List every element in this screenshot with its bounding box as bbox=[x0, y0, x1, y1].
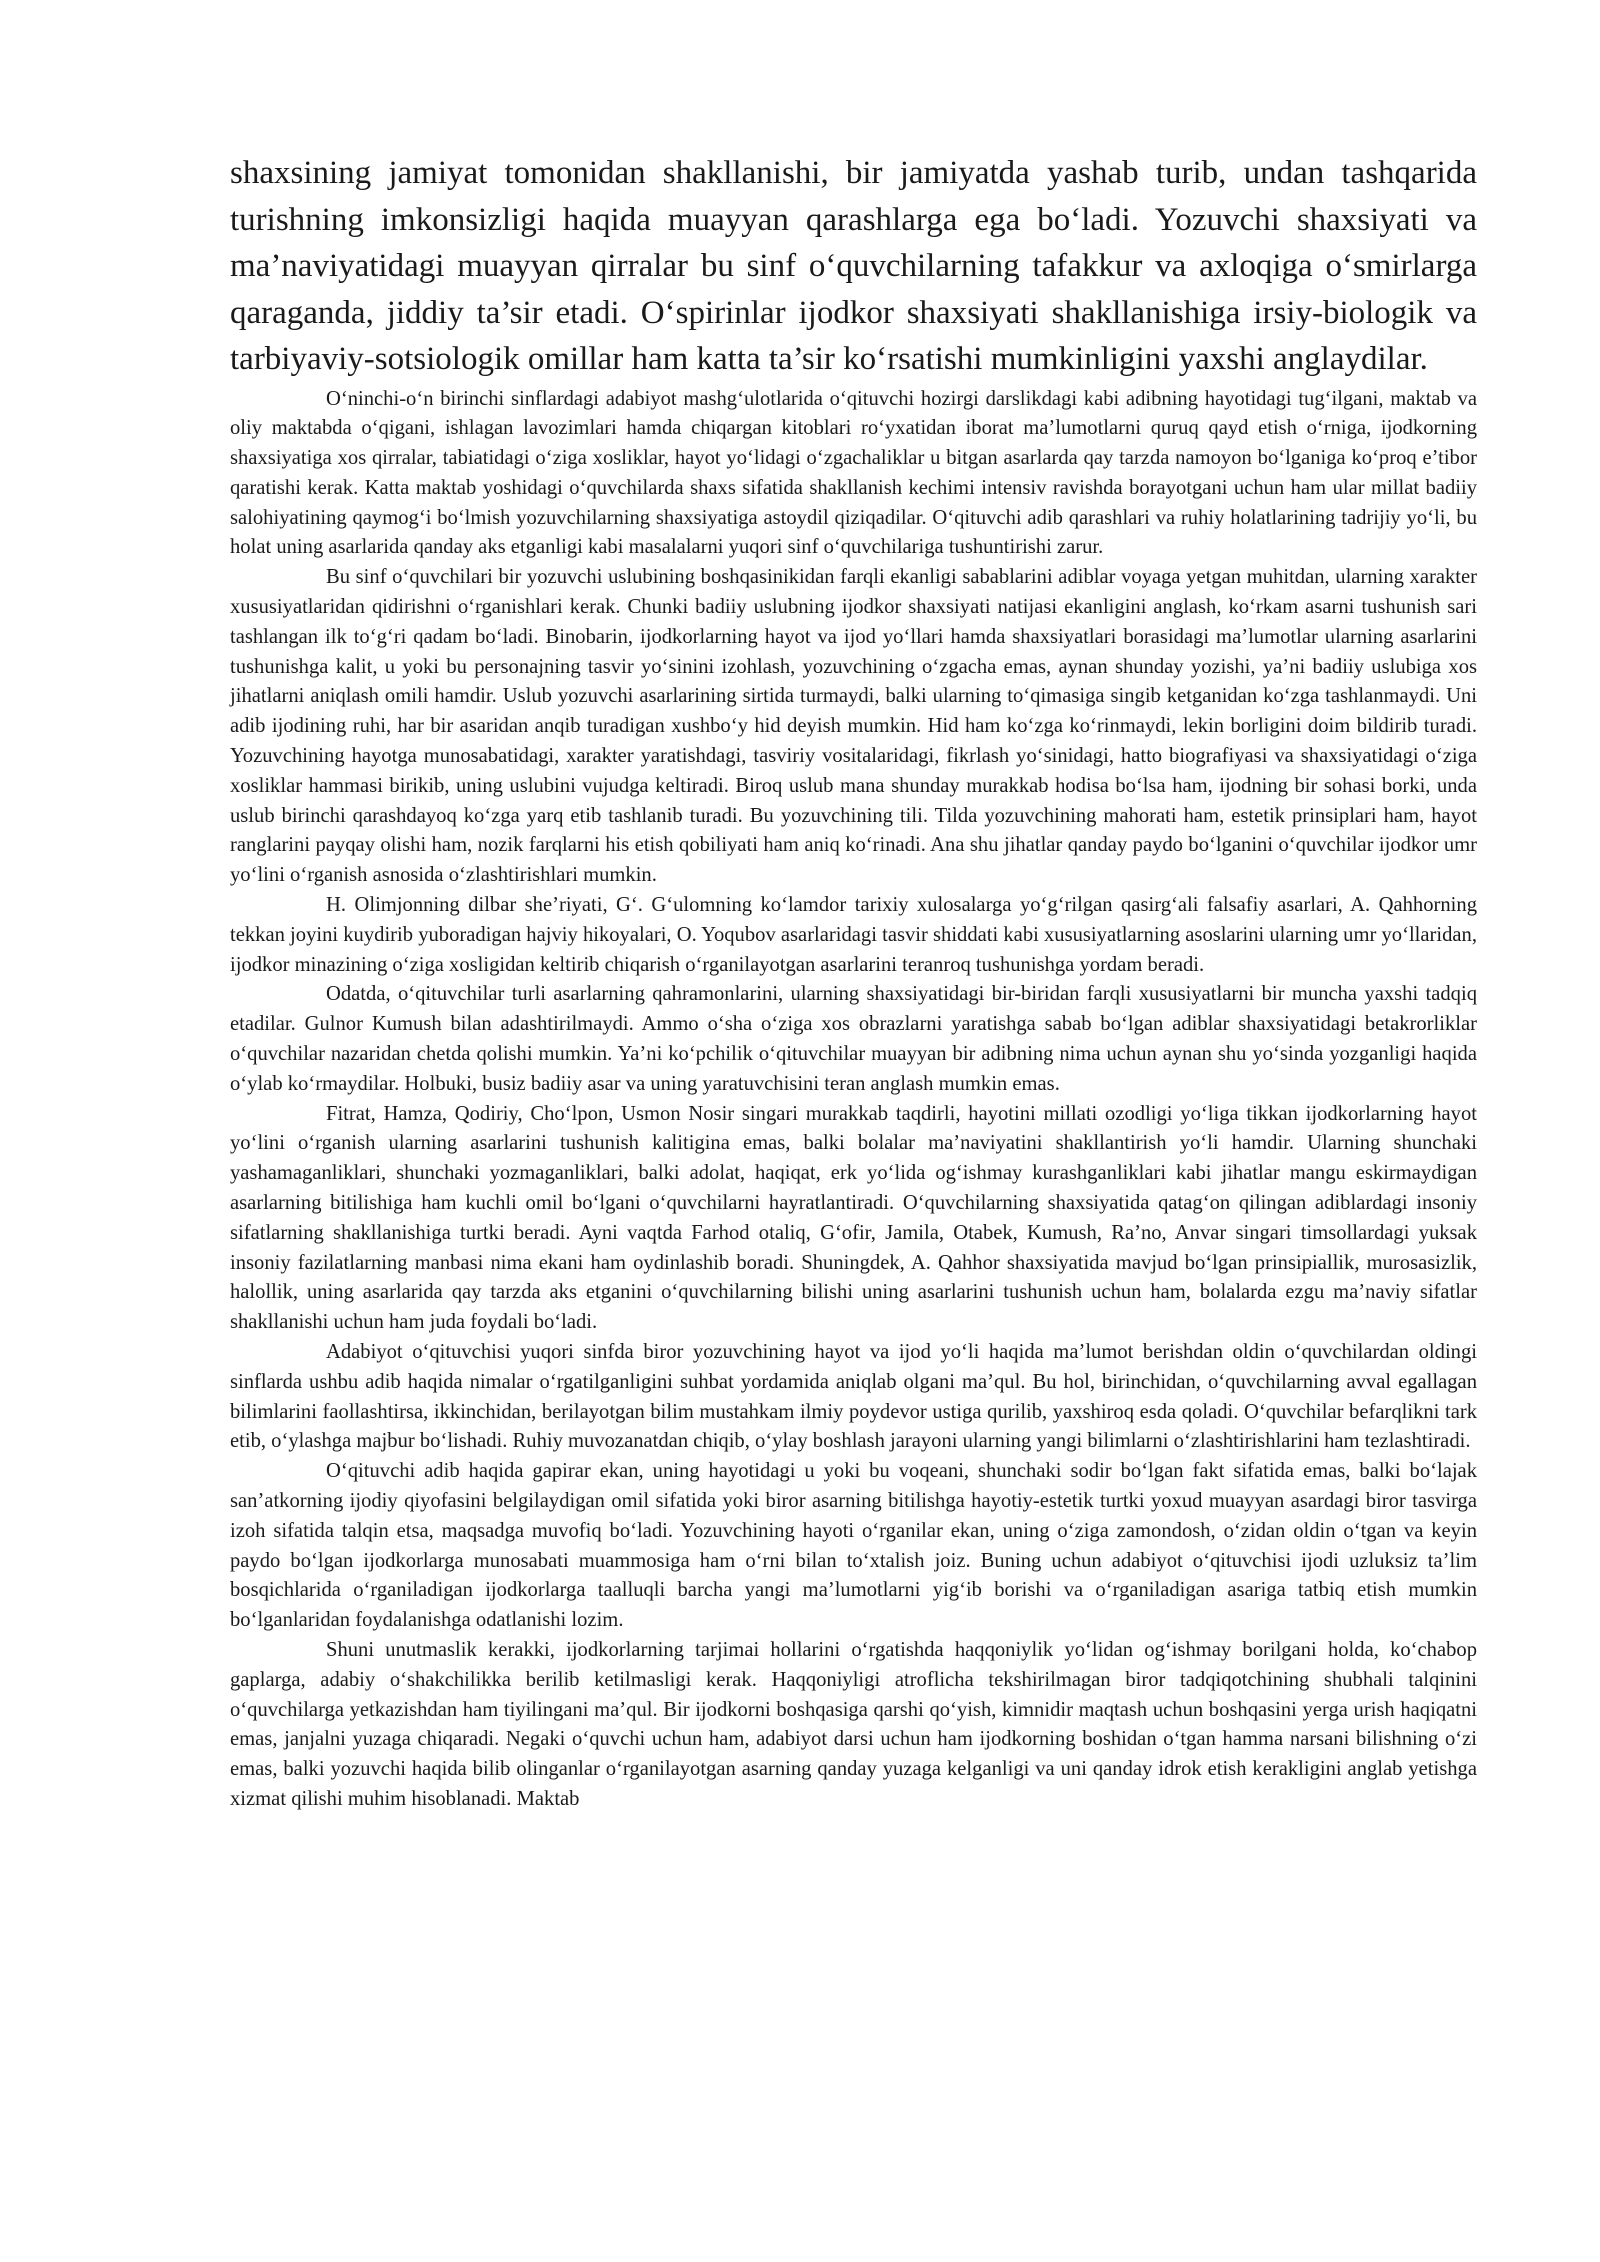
body-paragraph: O‘ninchi-o‘n birinchi sinflardagi adabiyot mashg‘ulotlarida o‘qituvchi hozirgi darslikdagi kabi adibning hayotidagi tug‘ilgani, maktab va oliy maktabda o‘qigani, ishlagan lavozimlari hamda chiqargan kitoblari ro‘yxatidan iborat ma’lumotlarni quruq qayd etish o‘rniga, ijodkorning shaxsiyatiga xos qirralar, tabiatidagi o‘ziga xosliklar, hayot yo‘lidagi o‘zgachaliklar u bitgan asarlarda qay tarzda namoyon bo‘lganiga ko‘proq e’tibor qaratishi kerak. Katta maktab yoshidagi o‘quvchilarda shaxs sifatida shakllanish kechimi intensiv ravishda borayotgani uchun ham ular millat badiiy salohiyatining qaymog‘i bo‘lmish yozuvchilarning shaxsiyatiga astoydil qiziqadilar. O‘qituvchi adib qarashlari va ruhiy holatlarining tadrijiy yo‘li, bu holat uning asarlarida qanday aks etganligi kabi masalalarni yuqori sinf o‘quvchilariga tushuntirishi zarur. bbox=[230, 387, 1477, 559]
document-page bbox=[230, 150, 1477, 1815]
lead-paragraph: shaxsining jamiyat tomonidan shakllanishi, bir jamiyatda yashab turib, undan tashqarida turishning imkonsizligi haqida muayyan qarashlarga ega bo‘ladi. Yozuvchi shaxsiyati va ma’naviyatidagi muayyan qirralar bu sinf o‘quvchilarning tafakkur va axloqiga o‘smirlarga qaraganda, jiddiy ta’sir etadi. O‘spirinlar ijodkor shaxsiyati shakllanishiga irsiy-biologik va tarbiyaviy-sotsiologik omillar ham katta ta’sir ko‘rsatishi mumkinligini yaxshi anglaydilar. bbox=[230, 155, 1477, 377]
body-paragraph: Bu sinf o‘quvchilari bir yozuvchi uslubining boshqasinikidan farqli ekanligi sabablarini adiblar voyaga yetgan muhitdan, ularning xarakter xususiyatlaridan qidirishni o‘rganishlari kerak. Chunki badiiy uslubning ijodkor shaxsiyati natijasi ekanligini anglash, ko‘rkam asarni tushunish sari tashlangan ilk to‘g‘ri qadam bo‘ladi. Binobarin, ijodkorlarning hayot va ijod yo‘llari hamda shaxsiyatlari borasidagi ma’lumotlar ularning asarlarini tushunishga kalit, u yoki bu personajning tasvir yo‘sinini izohlash, yozuvchining o‘zgacha emas, aynan shunday yozishi, ya’ni badiiy uslubiga xos jihatlarni aniqlash omili hamdir. Uslub yozuvchi asarlarining sirtida turmaydi, balki ularning to‘qimasiga singib ketganidan ko‘zga tashlanmaydi. Uni adib ijodining ruhi, har bir asaridan anqib turadigan xushbo‘y hid deyish mumkin. Hid ham ko‘zga ko‘rinmaydi, lekin borligini doim bildirib turadi. Yozuvchining hayotga munosabatidagi, xarakter yaratishdagi, tasviriy vositalaridagi, fikrlash yo‘sinidagi, hatto biografiyasi va shaxsiyatidagi o‘ziga xosliklar hammasi birikib, uning uslubini vujudga keltiradi. Biroq uslub mana shunday murakkab hodisa bo‘lsa ham, ijodning bir sohasi borki, unda uslub birinchi qarashdayoq ko‘zga yarq etib tashlanib turadi. Bu yozuvchining tili. Tilda yozuvchining mahorati ham, estetik prinsiplari ham, hayot ranglarini payqay olishi ham, nozik farqlarni his etish qobiliyati ham aniq ko‘rinadi. Ana shu jihatlar qanday paydo bo‘lganini o‘quvchilar ijodkor umr yo‘lini o‘rganish asnosida o‘zlashtirishlari mumkin. bbox=[230, 566, 1477, 887]
body-paragraph: Shuni unutmaslik kerakki, ijodkorlarning tarjimai hollarini o‘rgatishda haqqoniylik yo‘lidan og‘ishmay borilgani holda, ko‘chabop gaplarga, adabiy o‘shakchilikka berilib ketilmasligi kerak. Haqqoniyligi atroflicha tekshirilmagan biror tadqiqotchining shubhali talqinini o‘quvchilarga yetkazishdan ham tiyilingani ma’qul. Bir ijodkorni boshqasiga qarshi qo‘yish, kimnidir maqtash uchun boshqasini yerga urish haqiqatni emas, janjalni yuzaga chiqaradi. Negaki o‘quvchi uchun ham, adabiyot darsi uchun ham ijodkorning boshidan o‘tgan hamma narsani bilishning o‘zi emas, balki yozuvchi haqida bilib olinganlar o‘rganilayotgan asarning qanday yuzaga kelganligi va uni qanday idrok etish kerakligini anglab yetishga xizmat qilishi muhim hisoblanadi. Maktab bbox=[230, 1638, 1477, 1810]
body-paragraph: Odatda, o‘qituvchilar turli asarlarning qahramonlarini, ularning shaxsiyatidagi bir-biridan farqli xususiyatlarni bir muncha yaxshi tadqiq etadilar. Gulnor Kumush bilan adashtirilmaydi. Ammo o‘sha o‘ziga xos obrazlarni yaratishga sabab bo‘lgan adiblar shaxsiyatidagi betakrorliklar o‘quvchilar nazaridan chetda qolishi mumkin. Ya’ni ko‘pchilik o‘qituvchilar muayyan bir adibning nima uchun aynan shu yo‘sinda yozganligi haqida o‘ylab ko‘rmaydilar. Holbuki, busiz badiiy asar va uning yaratuvchisini teran anglash mumkin emas. bbox=[230, 983, 1477, 1095]
body-paragraph: O‘qituvchi adib haqida gapirar ekan, uning hayotidagi u yoki bu voqeani, shunchaki sodir bo‘lgan fakt sifatida emas, balki bo‘lajak san’atkorning ijodiy qiyofasini belgilaydigan omil sifatida yoki biror asarning bitilishga hayotiy-estetik turtki yoxud muayyan asardagi biror tasvirga izoh sifatida talqin etsa, maqsadga muvofiq bo‘ladi. Yozuvchining hayoti o‘rganilar ekan, uning o‘ziga zamondosh, o‘zidan oldin o‘tgan va keyin paydo bo‘lgan ijodkorlarga munosabati muammosiga ham o‘rni bilan to‘xtalish joiz. Buning uchun adabiyot o‘qituvchisi ijodi uzluksiz ta’lim bosqichlarida o‘rganiladigan ijodkorlarga taalluqli barcha yangi ma’lumotlarni yig‘ib borishi va o‘rganiladigan asariga tatbiq etish mumkin bo‘lganlaridan foydalanishga odatlanishi lozim. bbox=[230, 1460, 1477, 1632]
body-paragraph: H. Olimjonning dilbar she’riyati, G‘. G‘ulomning ko‘lamdor tarixiy xulosalarga yo‘g‘rilgan qasirg‘ali falsafiy asarlari, A. Qahhorning tekkan joyini kuydirib yuboradigan hajviy hikoyalari, O. Yoqubov asarlaridagi tasvir shiddati kabi xususiyatlarning asoslarini ularning umr yo‘llaridan, ijodkor minazining o‘ziga xosligidan keltirib chiqarish o‘rganilayotgan asarlarini teranroq tushunishga yordam beradi. bbox=[230, 894, 1477, 976]
body-paragraph: Fitrat, Hamza, Qodiriy, Cho‘lpon, Usmon Nosir singari murakkab taqdirli, hayotini millati ozodligi yo‘liga tikkan ijodkorlarning hayot yo‘lini o‘rganish ularning asarlarini tushunish kalitigina emas, balki bolalar ma’naviyatini shakllantirish yo‘li hamdir. Ularning shunchaki yashamaganliklari, shunchaki yozmaganliklari, balki adolat, haqiqat, erk yo‘lida og‘ishmay kurashganliklari kabi jihatlar mangu eskirmaydigan asarlarning bitilishiga ham kuchli omil bo‘lgani o‘quvchilarni hayratlantiradi. O‘quvchilarning shaxsiyatida qatag‘on qilingan adiblardagi insoniy sifatlarning shakllanishiga turtki beradi. Ayni vaqtda Farhod otaliq, G‘ofir, Jamila, Otabek, Kumush, Ra’no, Anvar singari timsollardagi yuksak insoniy fazilatlarning manbasi nima ekani ham oydinlashib boradi. Shuningdek, A. Qahhor shaxsiyatida mavjud bo‘lgan prinsipiallik, murosasizlik, halollik, uning asarlarida qay tarzda aks etganini o‘quvchilarning bilishi uning asarlarini tushunish uchun ham, bolalarda ezgu ma’naviy sifatlar shakllanishi uchun ham juda foydali bo‘ladi. bbox=[230, 1102, 1477, 1334]
body-paragraph: Adabiyot o‘qituvchisi yuqori sinfda biror yozuvchining hayot va ijod yo‘li haqida ma’lumot berishdan oldin o‘quvchilardan oldingi sinflarda ushbu adib haqida nimalar o‘rgatilganligini suhbat yordamida aniqlab olgani ma’qul. Bu hol, birinchidan, o‘quvchilarning avval egallagan bilimlarini faollashtirsa, ikkinchidan, berilayotgan bilim mustahkam ilmiy poydevor ustiga qurilib, yaxshiroq esda qoladi. O‘quvchilar befarqlikni tark etib, o‘ylashga majbur bo‘lishadi. Ruhiy muvozanatdan chiqib, o‘ylay boshlash jarayoni ularning yangi bilimlarni o‘zlashtirishlarini ham tezlashtiradi. bbox=[230, 1341, 1477, 1453]
